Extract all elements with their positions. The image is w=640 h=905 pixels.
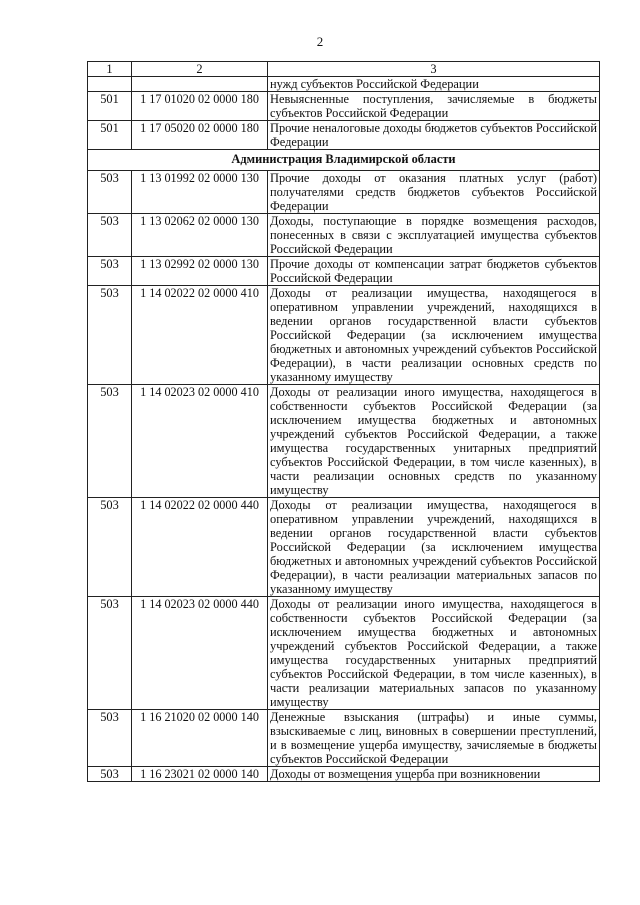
budget-classification-code-cell: 1 16 21020 02 0000 140	[132, 710, 268, 767]
section-header-row	[88, 150, 600, 171]
revenue-description-cell: Доходы от реализации имущества, находящегося в оперативном управлении учреждений, находящихся в ведении органов государственной власти субъектов Российской Федерации (за исключением имущества бюджетных и автономных учреждений субъектов Российской Федерации), в части реализации материальных запасов по указанному имуществу	[268, 498, 600, 597]
page-number: 2	[316, 34, 324, 49]
admin-code-cell: 501	[88, 92, 132, 121]
header-cell: 3	[268, 62, 600, 77]
revenue-description-cell: Доходы от реализации имущества, находящегося в оперативном управлении учреждений, находящихся в ведении органов государственной власти субъектов Российской Федерации (за исключением имущества бюджетных и автономных учреждений субъектов Российской Федерации), в части реализации основных средств по указанному имуществу	[268, 286, 600, 385]
admin-code-cell: 503	[88, 257, 132, 286]
budget-classification-code-cell: 1 17 05020 02 0000 180	[132, 121, 268, 150]
table-row	[88, 77, 600, 92]
admin-code-cell: 503	[88, 286, 132, 385]
table-row	[88, 171, 600, 214]
table-body	[88, 62, 600, 782]
table-row	[88, 597, 600, 710]
table-row	[88, 257, 600, 286]
revenue-codes-table	[87, 61, 600, 782]
admin-code-cell	[88, 77, 132, 92]
admin-code-cell: 503	[88, 171, 132, 214]
budget-classification-code-cell	[132, 77, 268, 92]
admin-code-cell: 503	[88, 385, 132, 498]
revenue-description-cell: нужд субъектов Российской Федерации	[268, 77, 600, 92]
table-header-row	[88, 62, 600, 77]
budget-classification-code-cell: 1 13 02992 02 0000 130	[132, 257, 268, 286]
table-row	[88, 767, 600, 782]
revenue-description-cell: Прочие доходы от компенсации затрат бюджетов субъектов Российской Федерации	[268, 257, 600, 286]
admin-code-cell: 503	[88, 710, 132, 767]
admin-code-cell: 503	[88, 767, 132, 782]
table-row	[88, 286, 600, 385]
budget-classification-code-cell: 1 16 23021 02 0000 140	[132, 767, 268, 782]
table-row	[88, 710, 600, 767]
table-row	[88, 92, 600, 121]
budget-classification-code-cell: 1 14 02023 02 0000 440	[132, 597, 268, 710]
section-title: Администрация Владимирской области	[88, 150, 600, 171]
admin-code-cell: 501	[88, 121, 132, 150]
budget-classification-code-cell: 1 17 01020 02 0000 180	[132, 92, 268, 121]
table-row	[88, 385, 600, 498]
revenue-description-cell: Доходы от реализации иного имущества, находящегося в собственности субъектов Российской Федерации (за исключением имущества бюджетных и автономных учреждений субъектов Российской Федерации, а также имущества государственных унитарных предприятий субъектов Российской Федерации, в том числе казенных), в части реализации основных средств по указанному имуществу	[268, 385, 600, 498]
revenue-description-cell: Невыясненные поступления, зачисляемые в бюджеты субъектов Российской Федерации	[268, 92, 600, 121]
revenue-description-cell: Доходы от реализации иного имущества, находящегося в собственности субъектов Российской Федерации (за исключением имущества бюджетных и автономных учреждений субъектов Российской Федерации, а также имущества государственных унитарных предприятий субъектов Российской Федерации, в том числе казенных), в части реализации материальных запасов по указанному имуществу	[268, 597, 600, 710]
revenue-description-cell: Прочие неналоговые доходы бюджетов субъектов Российской Федерации	[268, 121, 600, 150]
header-cell: 1	[88, 62, 132, 77]
admin-code-cell: 503	[88, 597, 132, 710]
revenue-description-cell: Доходы, поступающие в порядке возмещения расходов, понесенных в связи с эксплуатацией имущества субъектов Российской Федерации	[268, 214, 600, 257]
budget-classification-code-cell: 1 14 02023 02 0000 410	[132, 385, 268, 498]
budget-classification-code-cell: 1 14 02022 02 0000 440	[132, 498, 268, 597]
header-cell: 2	[132, 62, 268, 77]
table-row	[88, 121, 600, 150]
budget-classification-code-cell: 1 14 02022 02 0000 410	[132, 286, 268, 385]
admin-code-cell: 503	[88, 214, 132, 257]
revenue-description-cell: Денежные взыскания (штрафы) и иные суммы, взыскиваемые с лиц, виновных в совершении преступлений, и в возмещение ущерба имуществу, зачисляемые в бюджеты субъектов Российской Федерации	[268, 710, 600, 767]
table-row	[88, 214, 600, 257]
revenue-description-cell: Доходы от возмещения ущерба при возникновении	[268, 767, 600, 782]
revenue-description-cell: Прочие доходы от оказания платных услуг (работ) получателями средств бюджетов субъектов Российской Федерации	[268, 171, 600, 214]
admin-code-cell: 503	[88, 498, 132, 597]
budget-classification-code-cell: 1 13 01992 02 0000 130	[132, 171, 268, 214]
budget-classification-code-cell: 1 13 02062 02 0000 130	[132, 214, 268, 257]
table-row	[88, 498, 600, 597]
